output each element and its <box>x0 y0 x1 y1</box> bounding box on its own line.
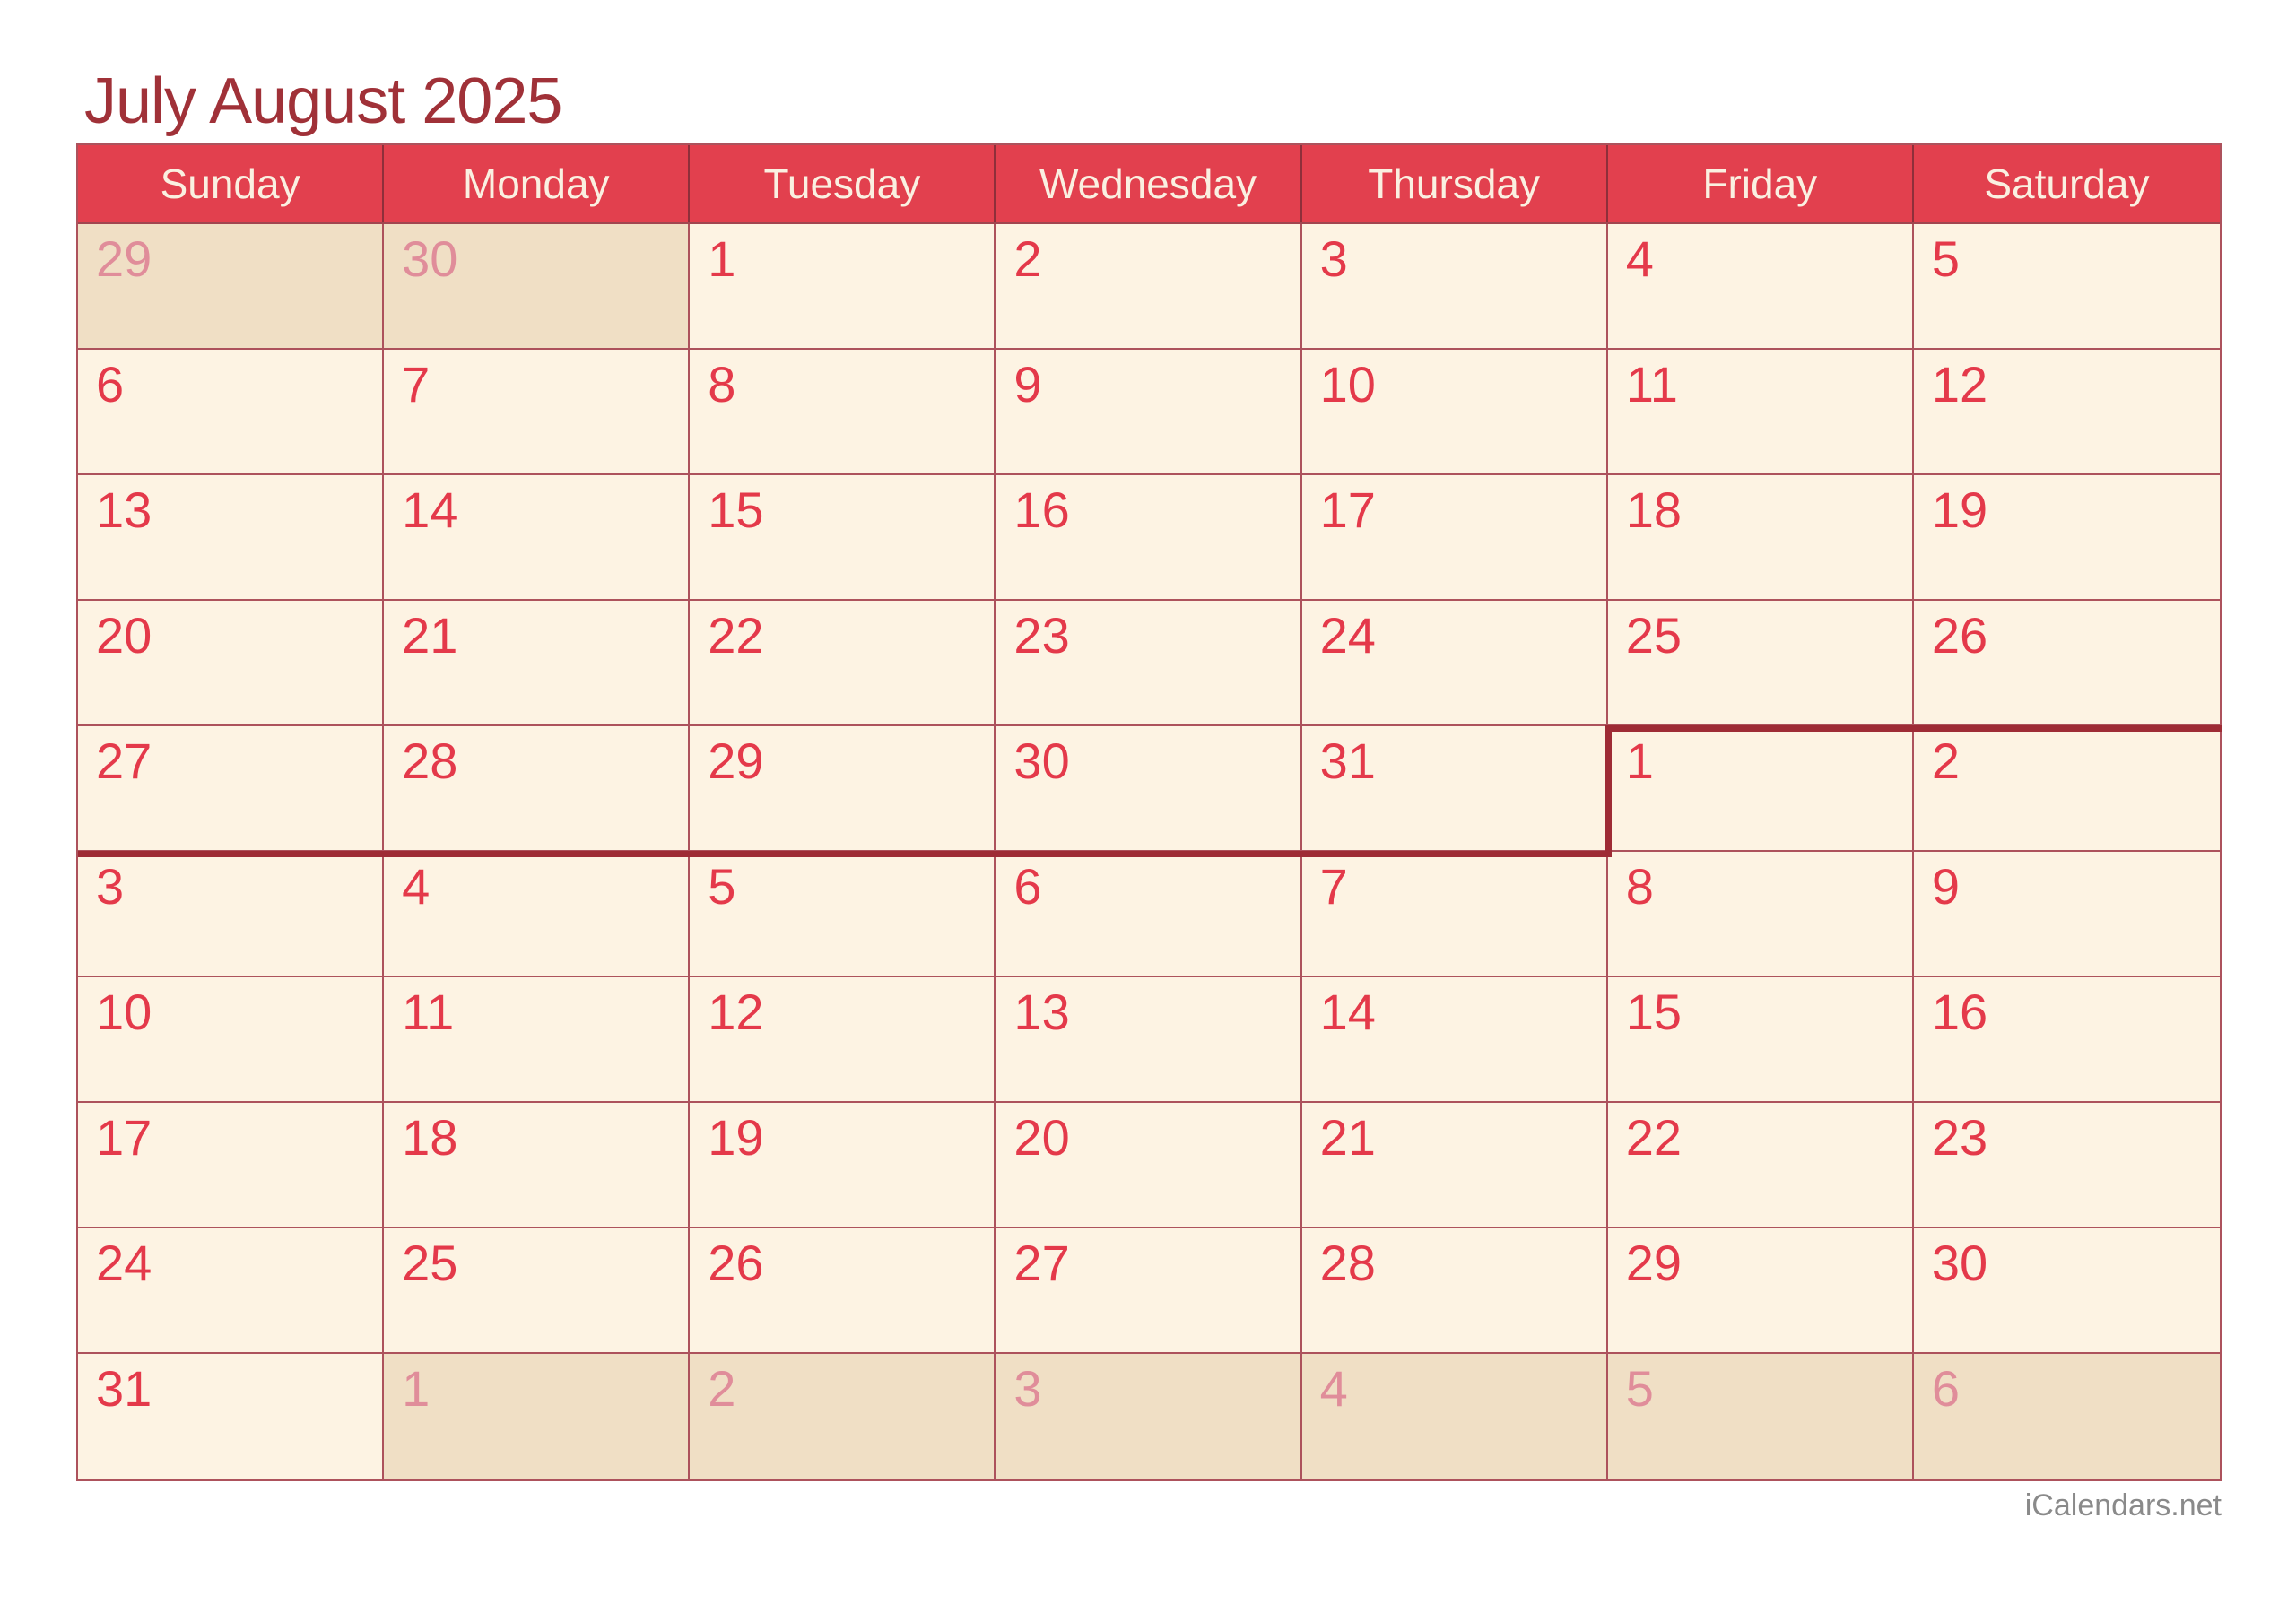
day-cell-august-26 <box>690 1228 996 1354</box>
day-cell-august-15 <box>1608 977 1914 1103</box>
day-cell-june-29 <box>78 224 384 350</box>
day-number: 15 <box>708 481 764 538</box>
day-cell-august-12 <box>690 977 996 1103</box>
day-cell-august-27 <box>996 1228 1301 1354</box>
day-number: 7 <box>402 356 430 412</box>
day-cell-september-1 <box>384 1354 690 1479</box>
day-cell-july-10 <box>1302 350 1608 475</box>
day-number: 30 <box>402 230 458 287</box>
day-number: 5 <box>1625 1360 1654 1417</box>
day-number: 3 <box>1013 1360 1042 1417</box>
day-cell-september-3 <box>996 1354 1301 1479</box>
day-number: 6 <box>96 356 125 412</box>
day-cell-august-31 <box>78 1354 384 1479</box>
weekday-header-tuesday: Tuesday <box>690 145 996 222</box>
day-number: 20 <box>96 607 152 664</box>
day-cell-august-22 <box>1608 1103 1914 1228</box>
day-number: 26 <box>1931 607 1988 664</box>
day-number: 12 <box>708 984 764 1040</box>
day-number: 8 <box>708 356 736 412</box>
day-cell-august-17 <box>78 1103 384 1228</box>
day-cell-august-25 <box>384 1228 690 1354</box>
day-number: 17 <box>96 1109 152 1166</box>
day-cell-september-6 <box>1914 1354 2220 1479</box>
day-cell-july-26 <box>1914 601 2220 726</box>
day-cell-august-29 <box>1608 1228 1914 1354</box>
day-number: 18 <box>1625 481 1682 538</box>
day-number: 19 <box>708 1109 764 1166</box>
day-cell-august-4 <box>384 852 690 977</box>
day-number: 13 <box>1013 984 1070 1040</box>
day-cell-july-25 <box>1608 601 1914 726</box>
day-cell-august-8 <box>1608 852 1914 977</box>
day-number: 31 <box>96 1360 152 1417</box>
day-cell-august-11 <box>384 977 690 1103</box>
day-number: 21 <box>402 607 458 664</box>
day-number: 11 <box>402 984 455 1040</box>
day-number: 29 <box>96 230 152 287</box>
day-number: 30 <box>1013 733 1070 789</box>
day-cell-july-29 <box>690 726 996 852</box>
day-number: 8 <box>1625 858 1654 915</box>
day-number: 27 <box>1013 1235 1070 1291</box>
day-cell-august-9 <box>1914 852 2220 977</box>
day-cell-august-21 <box>1302 1103 1608 1228</box>
day-cell-august-10 <box>78 977 384 1103</box>
day-number: 23 <box>1013 607 1070 664</box>
day-number: 26 <box>708 1235 764 1291</box>
day-cell-august-18 <box>384 1103 690 1228</box>
day-cell-september-4 <box>1302 1354 1608 1479</box>
day-cell-july-18 <box>1608 475 1914 601</box>
weekday-header-thursday: Thursday <box>1302 145 1608 222</box>
day-number: 29 <box>1625 1235 1682 1291</box>
day-number: 3 <box>1319 230 1348 287</box>
day-number: 6 <box>1931 1360 1960 1417</box>
day-cell-august-20 <box>996 1103 1301 1228</box>
day-number: 10 <box>96 984 152 1040</box>
day-cell-july-30 <box>996 726 1301 852</box>
day-number: 1 <box>708 230 736 287</box>
day-number: 11 <box>1625 356 1678 412</box>
page-title: July August 2025 <box>84 65 562 137</box>
day-number: 24 <box>1319 607 1376 664</box>
day-cell-august-14 <box>1302 977 1608 1103</box>
weekday-header-wednesday: Wednesday <box>996 145 1301 222</box>
day-cell-august-6 <box>996 852 1301 977</box>
day-number: 5 <box>708 858 736 915</box>
day-cell-july-3 <box>1302 224 1608 350</box>
day-number: 17 <box>1319 481 1376 538</box>
day-cell-july-7 <box>384 350 690 475</box>
day-number: 10 <box>1319 356 1376 412</box>
day-number: 25 <box>402 1235 458 1291</box>
day-number: 29 <box>708 733 764 789</box>
weekday-header-monday: Monday <box>384 145 690 222</box>
day-number: 6 <box>1013 858 1042 915</box>
day-cell-august-2 <box>1914 726 2220 852</box>
day-number: 28 <box>402 733 458 789</box>
day-cell-august-24 <box>78 1228 384 1354</box>
day-cell-july-13 <box>78 475 384 601</box>
day-number: 7 <box>1319 858 1348 915</box>
day-number: 9 <box>1931 858 1960 915</box>
day-cell-august-5 <box>690 852 996 977</box>
day-cell-july-21 <box>384 601 690 726</box>
day-number: 30 <box>1931 1235 1988 1291</box>
day-cell-july-6 <box>78 350 384 475</box>
day-number: 1 <box>402 1360 430 1417</box>
day-number: 27 <box>96 733 152 789</box>
day-number: 9 <box>1013 356 1042 412</box>
day-cell-september-5 <box>1608 1354 1914 1479</box>
day-cell-august-28 <box>1302 1228 1608 1354</box>
day-cell-august-30 <box>1914 1228 2220 1354</box>
day-cell-august-7 <box>1302 852 1608 977</box>
day-number: 14 <box>1319 984 1376 1040</box>
day-cell-july-31 <box>1302 726 1608 852</box>
day-cell-july-8 <box>690 350 996 475</box>
day-cell-september-2 <box>690 1354 996 1479</box>
day-cell-july-27 <box>78 726 384 852</box>
day-cell-july-20 <box>78 601 384 726</box>
day-number: 23 <box>1931 1109 1988 1166</box>
day-number: 22 <box>1625 1109 1682 1166</box>
day-number: 4 <box>1625 230 1654 287</box>
day-cell-july-11 <box>1608 350 1914 475</box>
day-number: 4 <box>402 858 430 915</box>
day-number: 20 <box>1013 1109 1070 1166</box>
day-cell-august-23 <box>1914 1103 2220 1228</box>
day-cell-july-5 <box>1914 224 2220 350</box>
day-number: 15 <box>1625 984 1682 1040</box>
day-cell-august-19 <box>690 1103 996 1228</box>
day-cell-july-2 <box>996 224 1301 350</box>
day-number: 1 <box>1625 733 1654 789</box>
day-number: 19 <box>1931 481 1988 538</box>
day-number: 14 <box>402 481 458 538</box>
day-number: 16 <box>1013 481 1070 538</box>
day-number: 2 <box>708 1360 736 1417</box>
day-cell-july-15 <box>690 475 996 601</box>
day-number: 25 <box>1625 607 1682 664</box>
day-number: 16 <box>1931 984 1988 1040</box>
day-cell-july-16 <box>996 475 1301 601</box>
day-cell-august-13 <box>996 977 1301 1103</box>
day-cell-july-12 <box>1914 350 2220 475</box>
day-cell-july-17 <box>1302 475 1608 601</box>
weekday-header-saturday: Saturday <box>1984 160 2150 207</box>
day-number: 2 <box>1013 230 1042 287</box>
day-number: 5 <box>1931 230 1960 287</box>
day-number: 28 <box>1319 1235 1376 1291</box>
weekday-header-sunday: Sunday <box>78 145 384 222</box>
day-cell-july-14 <box>384 475 690 601</box>
day-number: 22 <box>708 607 764 664</box>
day-cell-july-1 <box>690 224 996 350</box>
weekday-header-friday: Friday <box>1608 145 1914 222</box>
day-cell-june-30 <box>384 224 690 350</box>
day-cell-july-24 <box>1302 601 1608 726</box>
calendar-table <box>76 143 2222 1481</box>
day-cell-july-28 <box>384 726 690 852</box>
day-cell-july-9 <box>996 350 1301 475</box>
day-grid <box>78 224 2220 1479</box>
day-cell-july-22 <box>690 601 996 726</box>
day-cell-july-23 <box>996 601 1301 726</box>
day-number: 13 <box>96 481 152 538</box>
day-number: 31 <box>1319 733 1376 789</box>
day-number: 12 <box>1931 356 1988 412</box>
day-number: 2 <box>1931 733 1960 789</box>
day-number: 3 <box>96 858 125 915</box>
day-cell-august-3 <box>78 852 384 977</box>
day-cell-july-4 <box>1608 224 1914 350</box>
day-number: 21 <box>1319 1109 1376 1166</box>
site-watermark: iCalendars.net <box>2024 1488 2222 1522</box>
day-cell-august-1 <box>1608 726 1914 852</box>
day-number: 18 <box>402 1109 458 1166</box>
day-cell-august-16 <box>1914 977 2220 1103</box>
weekday-header-row <box>78 145 2220 224</box>
day-cell-july-19 <box>1914 475 2220 601</box>
day-number: 24 <box>96 1235 152 1291</box>
day-number: 4 <box>1319 1360 1348 1417</box>
